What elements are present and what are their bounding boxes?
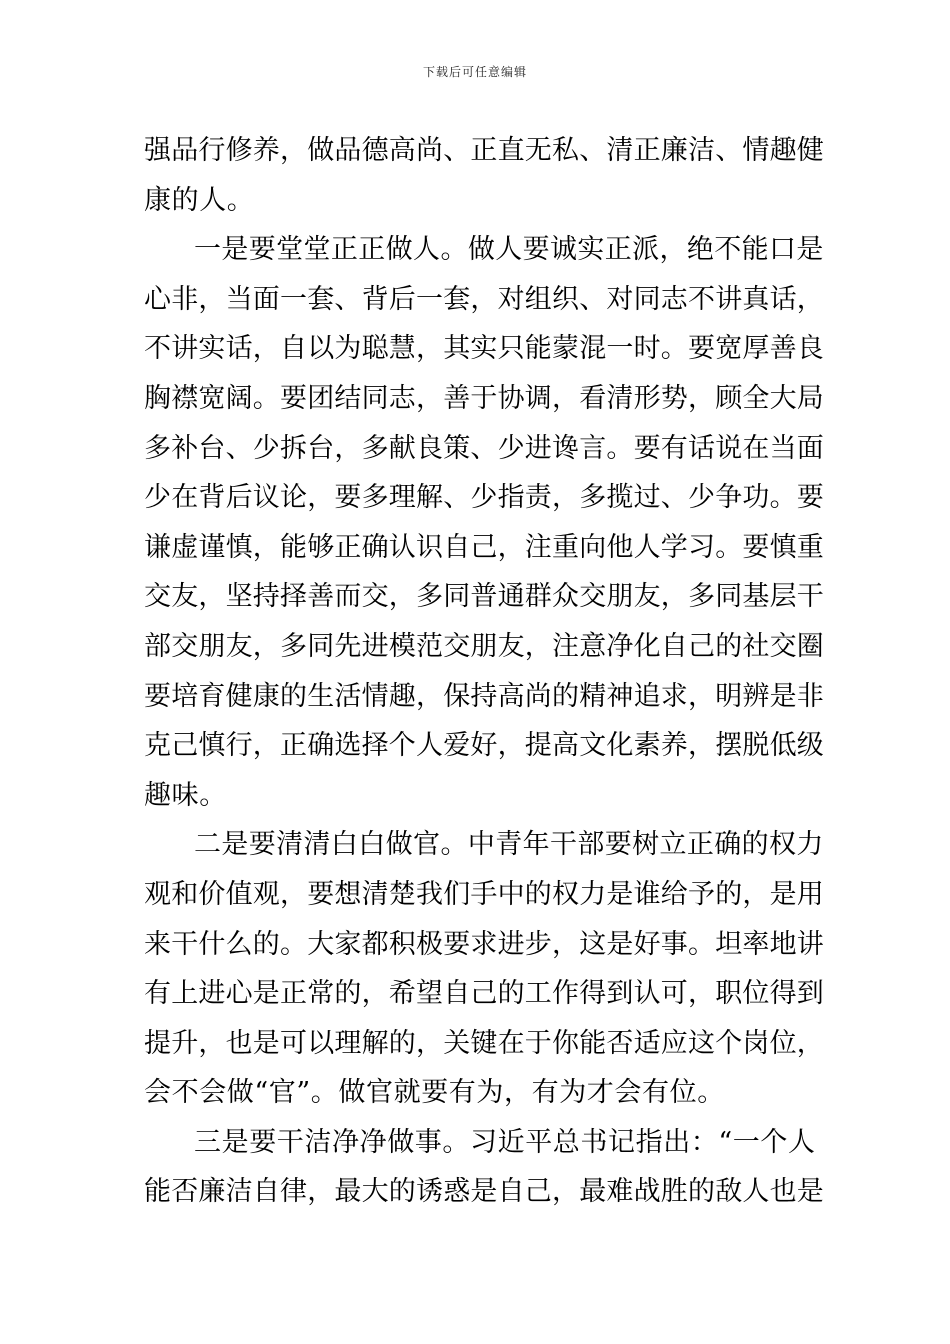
text-line: 有上进心是正常的，希望自己的工作得到认可，职位得到 [144,978,824,1010]
text-line: 二是要清清白白做官。中青年干部要树立正确的权力 [194,829,824,861]
page-header: 下载后可任意编辑 [422,65,527,79]
text-line: 少在背后议论，要多理解、少指责，多揽过、少争功。要 [144,482,824,514]
text-line: 康的人。 [144,184,255,216]
text-line: 三是要干洁净净做事。习近平总书记指出：“一个人 [194,1126,816,1158]
text-line: 提升，也是可以理解的，关键在于你能否适应这个岗位， [144,1027,824,1059]
text-line: 不讲实话，自以为聪慧，其实只能蒙混一时。要宽厚善良 [144,333,824,365]
text-line: 交友，坚持择善而交，多同普通群众交朋友，多同基层干 [144,581,824,613]
text-line: 多补台、少拆台，多献良策、少进谗言。要有话说在当面 [144,432,824,464]
text-line: 胸襟宽阔。要团结同志，善于协调，看清形势，顾全大局 [144,382,824,414]
text-line: 观和价值观，要想清楚我们手中的权力是谁给予的，是用 [144,878,824,910]
text-line: 一是要堂堂正正做人。做人要诚实正派，绝不能口是 [194,234,824,266]
text-line: 克己慎行，正确选择个人爱好，提高文化素养，摆脱低级 [144,730,824,762]
text-line: 心非，当面一套、背后一套，对组织、对同志不讲真话， [144,283,824,315]
text-line: 会不会做“官”。做官就要有为，有为才会有位。 [144,1077,725,1109]
text-line: 来干什么的。大家都积极要求进步，这是好事。坦率地讲 [144,928,824,960]
text-line: 谦虚谨慎，能够正确认识自己，注重向他人学习。要慎重 [144,531,824,563]
text-line: 趣味。 [144,779,227,811]
text-line: 强品行修养，做品德高尚、正直无私、清正廉洁、情趣健 [144,135,824,166]
text-line: 能否廉洁自律，最大的诱惑是自己，最难战胜的敌人也是 [144,1176,824,1208]
text-line: 要培育健康的生活情趣，保持高尚的精神追求，明辨是非 [144,680,824,712]
document-body [144,126,824,1217]
text-line: 部交朋友，多同先进模范交朋友，注意净化自己的社交圈 [144,630,824,662]
